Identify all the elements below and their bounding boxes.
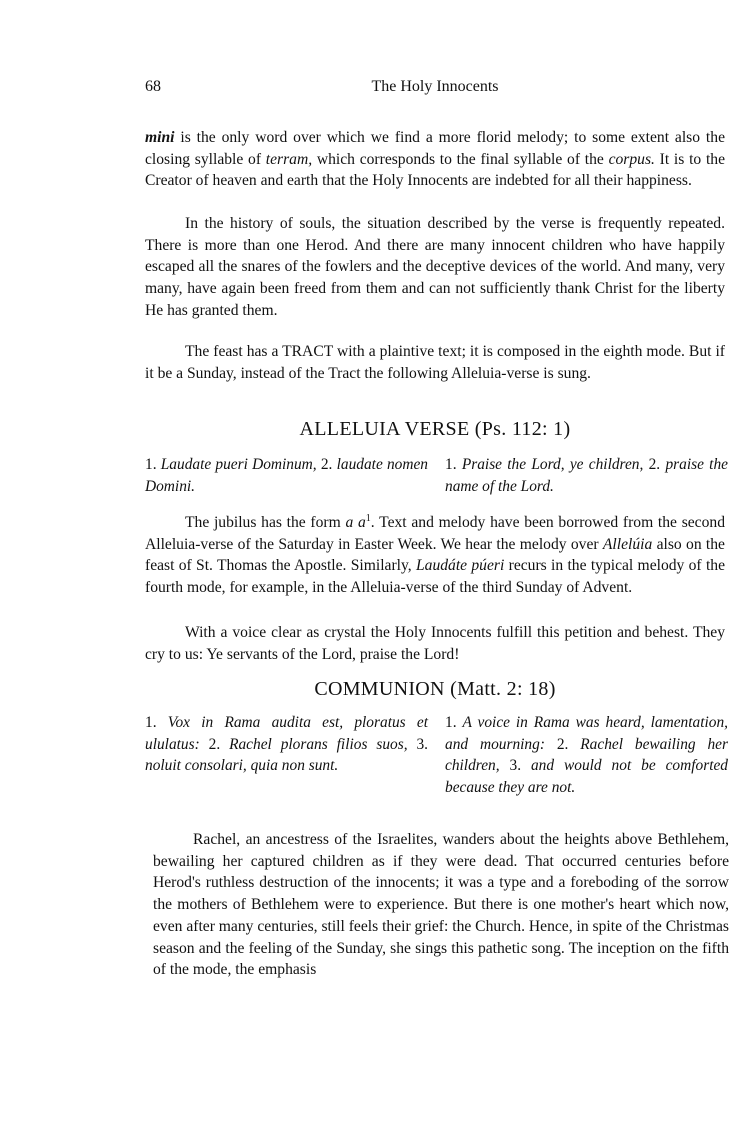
latin-text-column: 1. Laudate pueri Dominum, 2. laudate nomen Domini. — [145, 456, 429, 495]
paragraph-jubilus: The jubilus has the form a $a^1$. Text and melody have been borrowed from the second Alleluia-verse of the Saturday in Easter Week. We hear the melody over Allelúia also on the feast of St. Thomas the Apostle. Similarly, Laudáte púeri recurs in the typical melody of the fourth mode, for example, in the Alleluia-verse of the third Sunday of Advent. — [145, 512, 725, 597]
scripture-reference: (Ps. 112: 1) — [474, 418, 571, 440]
paragraph-continuation: mini is the only word over which we find a more florid melody; to some extent also the closing syllable of terram, which corresponds to the final syllable of the corpus. It is to the Creator of heaven and earth that the Holy Innocents are indebted for all their happiness. — [145, 129, 725, 190]
communion-heading — [145, 678, 725, 701]
paragraph-voice-crystal: With a voice clear as crystal the Holy Innocents fulfill this petition and behest. They cry to us: Ye servants of the Lord, praise the Lord! — [145, 624, 725, 663]
alleluia-verse-heading — [145, 418, 725, 441]
section-title: ALLELUIA VERSE — [299, 418, 470, 440]
paragraph-history-of-souls: In the history of souls, the situation described by the verse is frequently repeated. There is more than one Herod. And there are many innocent children who have happily escaped all the snares of the fowlers and the deceptive devices of the world. And many, very many, have again been freed from them and can not sufficiently thank Christ for the liberty He has granted them. — [145, 215, 725, 319]
paragraph-rachel: Rachel, an ancestress of the Israelites, wanders about the heights above Bethlehem, bewailing her captured children as if they were dead. That occurred centuries before Herod's ruthless destruction of the innocents; it was a type and a foreboding of the sorrow the mothers of Bethlehem were to experience. But there is one mother's heart which now, even after many centuries, still feels their grief: the Church. Hence, in spite of the Christmas season and the feeling of the Sunday, she sings this pathetic song. The inception on the fifth of the mode, the emphasis — [153, 831, 729, 979]
scripture-reference: (Matt. 2: 18) — [450, 678, 556, 700]
page-header — [145, 78, 725, 102]
section-title: COMMUNION — [314, 678, 445, 700]
page-number: 68 — [145, 78, 161, 95]
latin-text-column: 1. Vox in Rama audita est, ploratus et ululatus: 2. Rachel plorans filios suos, 3. noluit consolari, quia non sunt. — [145, 714, 428, 775]
english-translation-column: 1. A voice in Rama was heard, lamentation, and mourning: 2. Rachel bewailing her children, 3. and would not be comforted because they are not. — [445, 714, 728, 797]
english-translation-column: 1. Praise the Lord, ye children, 2. praise the name of the Lord. — [445, 456, 728, 495]
lead-word: mini — [145, 129, 175, 146]
paragraph-tract: The feast has a TRACT with a plaintive text; it is composed in the eighth mode. But if it be a Sunday, instead of the Tract the following Alleluia-verse is sung. — [145, 343, 725, 382]
running-title: The Holy Innocents — [371, 78, 499, 95]
